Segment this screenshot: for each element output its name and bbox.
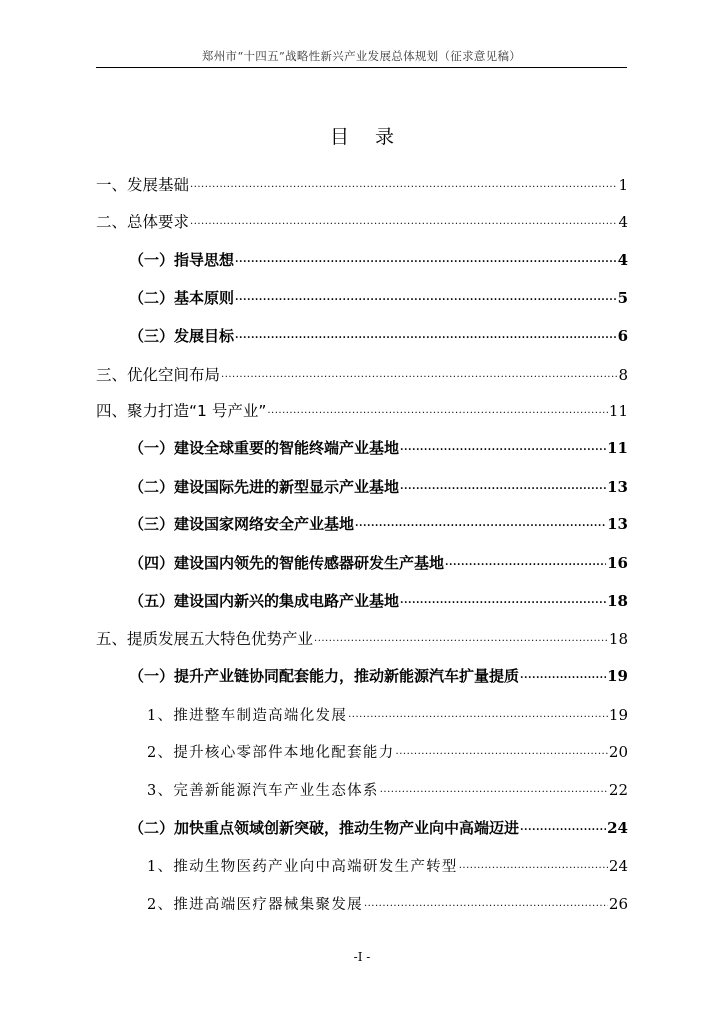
toc-entry[interactable]	[129, 817, 628, 839]
toc-entry[interactable]	[147, 704, 628, 726]
toc-entry-label: （一）指导思想	[129, 251, 235, 269]
toc-entry-page: 11	[607, 439, 628, 457]
toc-entry-page: 22	[608, 781, 628, 799]
toc-entry[interactable]	[147, 893, 628, 915]
page-number: -I -	[353, 950, 371, 964]
toc-entry-page: 18	[607, 592, 628, 610]
toc-leader-dots	[400, 435, 606, 454]
toc-entry[interactable]	[129, 513, 628, 535]
toc-entry-page: 26	[608, 895, 628, 913]
toc-entry-label: 四、聚力打造“1 号产业”	[96, 402, 267, 420]
toc-leader-dots	[459, 853, 608, 872]
toc-leader-dots	[400, 588, 606, 607]
toc-entry[interactable]	[129, 476, 628, 498]
toc-entry-label: （一）提升产业链协同配套能力，推动新能源汽车扩量提质	[129, 667, 520, 685]
toc-entry-label: （五）建设国内新兴的集成电路产业基地	[129, 592, 400, 610]
toc-entry[interactable]	[96, 173, 628, 195]
header-divider	[96, 67, 627, 68]
toc-leader-dots	[190, 172, 617, 191]
toc-entry-label: 一、发展基础	[96, 176, 190, 194]
toc-entry-label: （二）加快重点领域创新突破，推动生物产业向中高端迈进	[129, 819, 520, 837]
toc-entry-label: （四）建设国内领先的智能传感器研发生产基地	[129, 554, 445, 572]
toc-leader-dots	[235, 247, 617, 266]
toc-entry[interactable]	[147, 779, 628, 801]
toc-entry[interactable]	[129, 287, 628, 309]
toc-entry-page: 1	[618, 176, 628, 194]
toc-entry[interactable]	[129, 590, 628, 612]
toc-entry-page: 20	[608, 743, 628, 761]
toc-entry-label: 二、总体要求	[96, 213, 190, 231]
toc-entry-page: 19	[607, 667, 628, 685]
toc-entry[interactable]	[147, 855, 628, 877]
toc-entry-page: 6	[617, 327, 628, 345]
toc-entry-page: 4	[618, 213, 628, 231]
toc-entry-page: 24	[608, 857, 628, 875]
toc-leader-dots	[396, 739, 608, 758]
toc-leader-dots	[314, 626, 608, 645]
toc-leader-dots	[520, 663, 606, 682]
toc-entry-label: （三）建设国家网络安全产业基地	[129, 515, 355, 533]
toc-entry[interactable]	[96, 399, 628, 421]
toc-entry-label: （一）建设全球重要的智能终端产业基地	[129, 439, 400, 457]
toc-entry-label: （三）发展目标	[129, 327, 235, 345]
toc-entry[interactable]	[129, 665, 628, 687]
toc-title: 目 录	[329, 126, 405, 148]
toc-leader-dots	[348, 702, 608, 721]
toc-entry-page: 13	[607, 515, 628, 533]
toc-entry-label: （二）建设国际先进的新型显示产业基地	[129, 478, 400, 496]
toc-entry-label: 1、推动生物医药产业向中高端研发生产转型	[147, 859, 458, 875]
toc-entry-page: 16	[607, 554, 628, 572]
toc-entry-page: 8	[618, 366, 628, 384]
toc-entry-page: 13	[607, 478, 628, 496]
toc-entry[interactable]	[129, 437, 628, 459]
toc-entry-label: （二）基本原则	[129, 289, 235, 307]
toc-leader-dots	[355, 511, 606, 530]
running-header: 郑州市“十四五”战略性新兴产业发展总体规划（征求意见稿）	[201, 49, 522, 63]
toc-leader-dots	[235, 323, 617, 342]
toc-leader-dots	[364, 891, 608, 910]
toc-leader-dots	[235, 285, 617, 304]
toc-entry-page: 11	[608, 402, 628, 420]
toc-entry-label: 2、推进高端医疗器械集聚发展	[147, 897, 363, 913]
toc-entry-page: 24	[607, 819, 628, 837]
toc-entry[interactable]	[96, 363, 628, 385]
toc-entry-page: 5	[617, 289, 628, 307]
toc-leader-dots	[221, 362, 617, 381]
toc-entry-label: 1、推进整车制造高端化发展	[147, 708, 348, 724]
toc-entry-label: 五、提质发展五大特色优势产业	[96, 630, 314, 648]
toc-entry[interactable]	[129, 552, 628, 574]
toc-entry[interactable]	[96, 627, 628, 649]
toc-entry[interactable]	[147, 741, 628, 763]
toc-leader-dots	[267, 398, 608, 417]
toc-leader-dots	[380, 777, 608, 796]
toc-entry-page: 19	[608, 706, 628, 724]
toc-entry[interactable]	[129, 249, 628, 271]
toc-leader-dots	[400, 474, 606, 493]
toc-leader-dots	[445, 550, 606, 569]
toc-entry[interactable]	[96, 210, 628, 232]
toc-leader-dots	[520, 815, 606, 834]
toc-entry-label: 2、提升核心零部件本地化配套能力	[147, 745, 395, 761]
toc-entry-page: 18	[608, 630, 628, 648]
toc-entry-label: 3、完善新能源汽车产业生态体系	[147, 783, 379, 799]
toc-entry-page: 4	[617, 251, 628, 269]
toc-entry[interactable]	[129, 325, 628, 347]
toc-entry-label: 三、优化空间布局	[96, 366, 221, 384]
toc-leader-dots	[190, 209, 617, 228]
